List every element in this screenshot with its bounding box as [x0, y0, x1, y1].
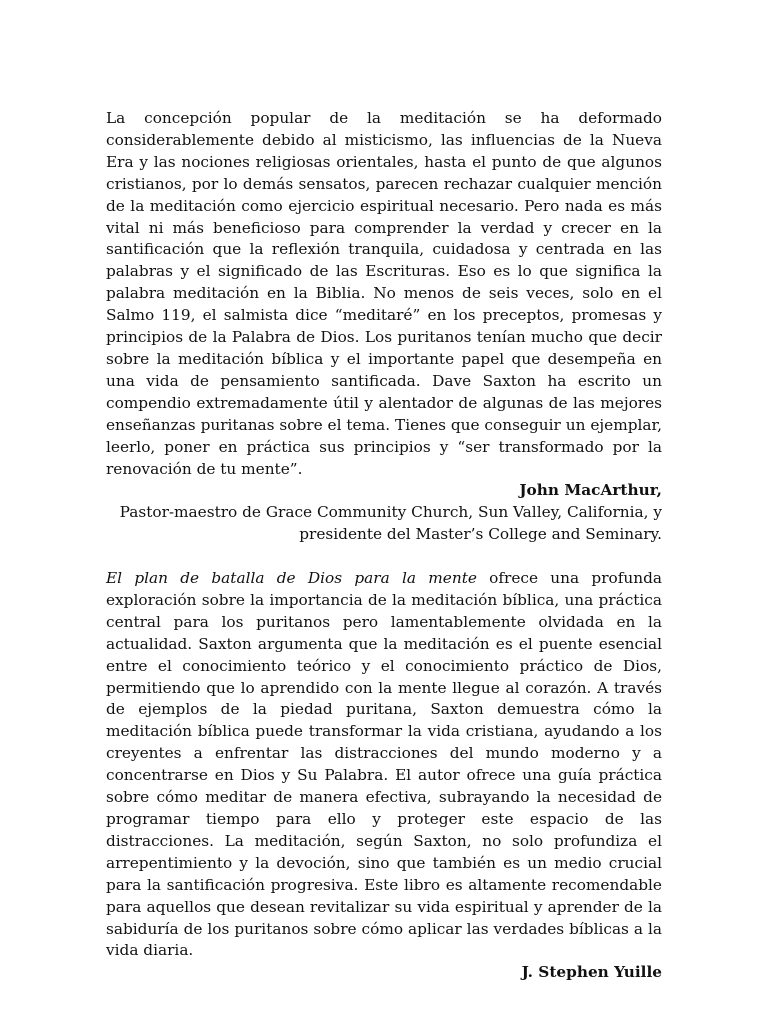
book-title: El plan de batalla de Dios para la mente [106, 569, 477, 588]
endorsement-author-role-line1: Pastor-maestro de Grace Community Church, Sun Valley, California, y [119, 503, 662, 522]
review-body: ofrece una profunda exploración sobre la importancia de la meditación bíblica, una práctica central para los puritanos pero lamentablemente olvidada en la actualidad. Saxton argumenta que la meditación es el puente esencial entre el conocimiento teórico y el conocimiento práctico de Dios, permitiendo que lo aprendido con la mente llegue al corazón. A través de ejemplos de la piedad puritana, Saxton demuestra cómo la meditación bíblica puede transformar la vida cristiana, ayudando a los creyentes a enfrentar las distracciones del mundo moderno y a concentrarse en Dios y Su Palabra. El autor ofrece una guía práctica sobre cómo meditar de manera efectiva, subrayando la necesidad de programar tiempo para ello y proteger este espacio de las distracciones. La meditación, según Saxton, no solo profundiza el arrepentimiento y la devoción, sino que también es un medio crucial para la santificación progresiva. Este libro es altamente recomendable para aquellos que desean revitalizar su vida espiritual y aprender de la sabiduría de los puritanos sobre cómo aplicar las verdades bíblicas a la vida diaria. [106, 569, 662, 960]
endorsement-author-role-line2: presidente del Master’s College and Seminary. [299, 525, 662, 544]
review-author: J. Stephen Yuille [521, 963, 662, 982]
endorsement-author: John MacArthur, [519, 481, 662, 500]
section-spacer [106, 546, 662, 568]
review-paragraph [106, 568, 662, 962]
endorsement-paragraph: La concepción popular de la meditación se ha deformado considerablemente debido al misticismo, las influencias de la Nueva Era y las nociones religiosas orientales, hasta el punto de que algunos cristianos, por lo demás sensatos, parecen rechazar cualquier mención de la meditación como ejercicio espiritual necesario. Pero nada es más vital ni más beneficioso para comprender la verdad y crecer en la santificación que la reflexión tranquila, cuidadosa y centrada en las palabras y el significado de las Escrituras. Eso es lo que significa la palabra meditación en la Biblia. No menos de seis veces, solo en el Salmo 119, el salmista dice “meditaré” en los preceptos, promesas y principios de la Palabra de Dios. Los puritanos tenían mucho que decir sobre la meditación bíblica y el importante papel que desempeña en una vida de pensamiento santificada. Dave Saxton ha escrito un compendio extremadamente útil y alentador de algunas de las mejores enseñanzas puritanas sobre el tema. Tienes que conseguir un ejemplar, leerlo, poner en práctica sus principios y “ser transformado por la renovación de tu mente”. [106, 109, 662, 478]
document-page [106, 108, 662, 984]
